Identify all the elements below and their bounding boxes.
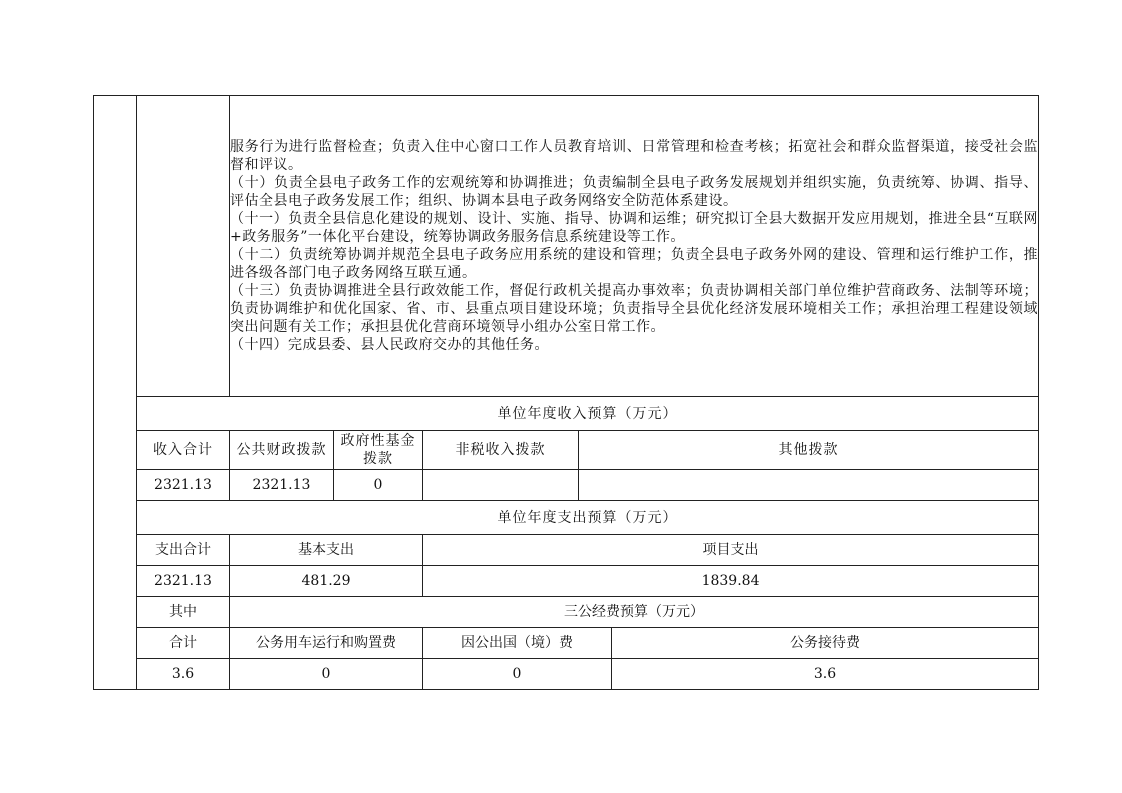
- duties-row: [94, 96, 1039, 397]
- three-public-total-header: 合计: [137, 628, 230, 659]
- duty-paragraph: （十三）负责协调推进全县行政效能工作，督促行政机关提高办事效率；负责协调相关部门单位维护营商政务、法制等环境；负责协调维护和优化国家、省、市、县重点项目建设环境；负责指导全县优化经济发展环境相关工作；承担治理工程建设领域突出问题有关工作；承担县优化营商环境领导小组办公室日常工作。: [230, 283, 1039, 335]
- public-finance-value: 2321.13: [230, 470, 334, 501]
- among-label: 其中: [137, 597, 230, 628]
- non-tax-value: [423, 470, 579, 501]
- public-finance-header: 公共财政拨款: [230, 431, 334, 470]
- abroad-cost-value: 0: [423, 659, 612, 690]
- three-public-total-value: 3.6: [137, 659, 230, 690]
- budget-table: [93, 95, 1039, 690]
- income-total-value: 2321.13: [137, 470, 230, 501]
- other-allocation-value: [579, 470, 1039, 501]
- reception-cost-value: 3.6: [612, 659, 1039, 690]
- basic-expense-value: 481.29: [230, 566, 423, 597]
- project-expense-value: 1839.84: [423, 566, 1039, 597]
- expense-section-title: 单位年度支出预算（万元）: [137, 501, 1039, 535]
- non-tax-header: 非税收入拨款: [423, 431, 579, 470]
- expense-total-header: 支出合计: [137, 535, 230, 566]
- project-expense-header: 项目支出: [423, 535, 1039, 566]
- other-allocation-header: 其他拨款: [579, 431, 1039, 470]
- duties-cell: [230, 96, 1039, 397]
- three-public-section-title: 三公经费预算（万元）: [230, 597, 1039, 628]
- duty-paragraph: 服务行为进行监督检查；负责入住中心窗口工作人员教育培训、日常管理和检查考核；拓宽社会和群众监督渠道，接受社会监督和评议。: [230, 139, 1039, 173]
- gov-fund-value: 0: [334, 470, 423, 501]
- abroad-cost-header: 因公出国（境）费: [423, 628, 612, 659]
- duty-paragraph: （十二）负责统筹协调并规范全县电子政务应用系统的建设和管理；负责全县电子政务外网的建设、管理和运行维护工作，推进各级各部门电子政务网络互联互通。: [230, 247, 1039, 281]
- income-section-title: 单位年度收入预算（万元）: [137, 397, 1039, 431]
- vehicle-cost-header: 公务用车运行和购置费: [230, 628, 423, 659]
- gov-fund-header: 政府性基金拨款: [334, 431, 423, 470]
- income-total-header: 收入合计: [137, 431, 230, 470]
- duty-paragraph: （十四）完成县委、县人民政府交办的其他任务。: [230, 337, 549, 353]
- duty-paragraph: （十）负责全县电子政务工作的宏观统筹和协调推进；负责编制全县电子政务发展规划并组织实施，负责统筹、协调、指导、评估全县电子政务发展工作；组织、协调本县电子政务网络安全防范体系建设。: [230, 175, 1039, 209]
- duties-label-cell: [137, 96, 230, 397]
- expense-total-value: 2321.13: [137, 566, 230, 597]
- duty-paragraph: （十一）负责全县信息化建设的规划、设计、实施、指导、协调和运维；研究拟订全县大数据开发应用规划，推进全县“互联网+政务服务”一体化平台建设，统筹协调政务服务信息系统建设等工作。: [230, 211, 1039, 245]
- left-margin-cell: [94, 96, 137, 690]
- reception-cost-header: 公务接待费: [612, 628, 1039, 659]
- basic-expense-header: 基本支出: [230, 535, 423, 566]
- vehicle-cost-value: 0: [230, 659, 423, 690]
